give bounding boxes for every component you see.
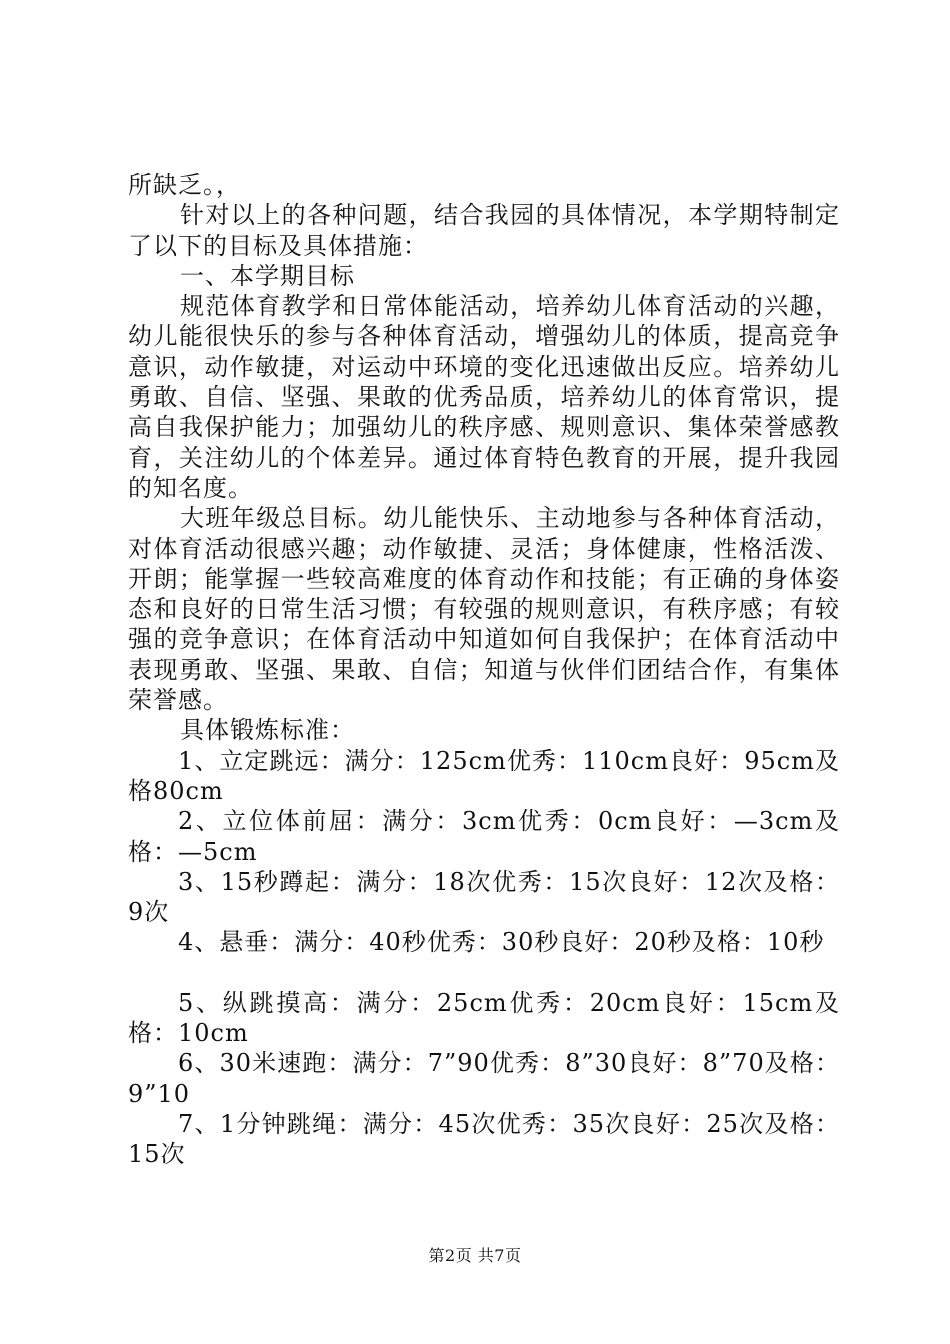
standard-item: 2、立位体前屈：满分：3cm优秀：0cm良好：—3cm及格：—5cm (128, 807, 840, 866)
section-heading: 一、本学期目标 (180, 261, 355, 290)
page-footer: 第2页 共7页 (428, 1246, 522, 1265)
standard-item: 4、悬垂：满分：40秒优秀：30秒良好：20秒及格：10秒 (178, 928, 825, 957)
paragraph: 针对以上的各种问题，结合我园的具体情况，本学期特制定了以下的目标及具体措施： (128, 201, 840, 260)
paragraph: 大班年级总目标。幼儿能快乐、主动地参与各种体育活动，对体育活动很感兴趣；动作敏捷、灵活；身体健康，性格活泼、开朗；能掌握一些较高难度的体育动作和技能；有正确的身体姿态和良好的日常生活习惯；有较强的规则意识，有秩序感；有较强的竞争意识；在体育活动中知道如何自我保护；在体育活动中表现勇敢、坚强、果敢、自信；知道与伙伴们团结合作，有集体荣誉感。 (128, 504, 840, 715)
paragraph: 所缺乏。， (128, 171, 241, 199)
paragraph: 具体锻炼标准： (180, 716, 355, 745)
standard-item: 3、15秒蹲起：满分：18次优秀：15次良好：12次及格：9次 (128, 867, 840, 927)
standard-item: 7、1分钟跳绳：满分：45次优秀：35次良好：25次及格：15次 (128, 1109, 840, 1169)
paragraph: 规范体育教学和日常体能活动，培养幼儿体育活动的兴趣，幼儿能很快乐的参与各种体育活动，增强幼儿的体质，提高竞争意识，动作敏捷，对运动中环境的变化迅速做出反应。培养幼儿勇敢、自信、坚强、果敢的优秀品质，培养幼儿的体育常识，提高自我保护能力；加强幼儿的秩序感、规则意识、集体荣誉感教育，关注幼儿的个体差异。通过体育特色教育的开展，提升我园的知名度。 (128, 292, 840, 502)
document-body (128, 170, 840, 1170)
standard-item: 1、立定跳远：满分：125cm优秀：110cm良好：95cm及格80cm (128, 746, 840, 805)
standard-item: 5、纵跳摸高：满分：25cm优秀：20cm良好：15cm及格：10cm (128, 988, 840, 1048)
standard-item: 6、30米速跑：满分：7”90优秀：8”30良好：8”70及格：9”10 (128, 1049, 840, 1108)
